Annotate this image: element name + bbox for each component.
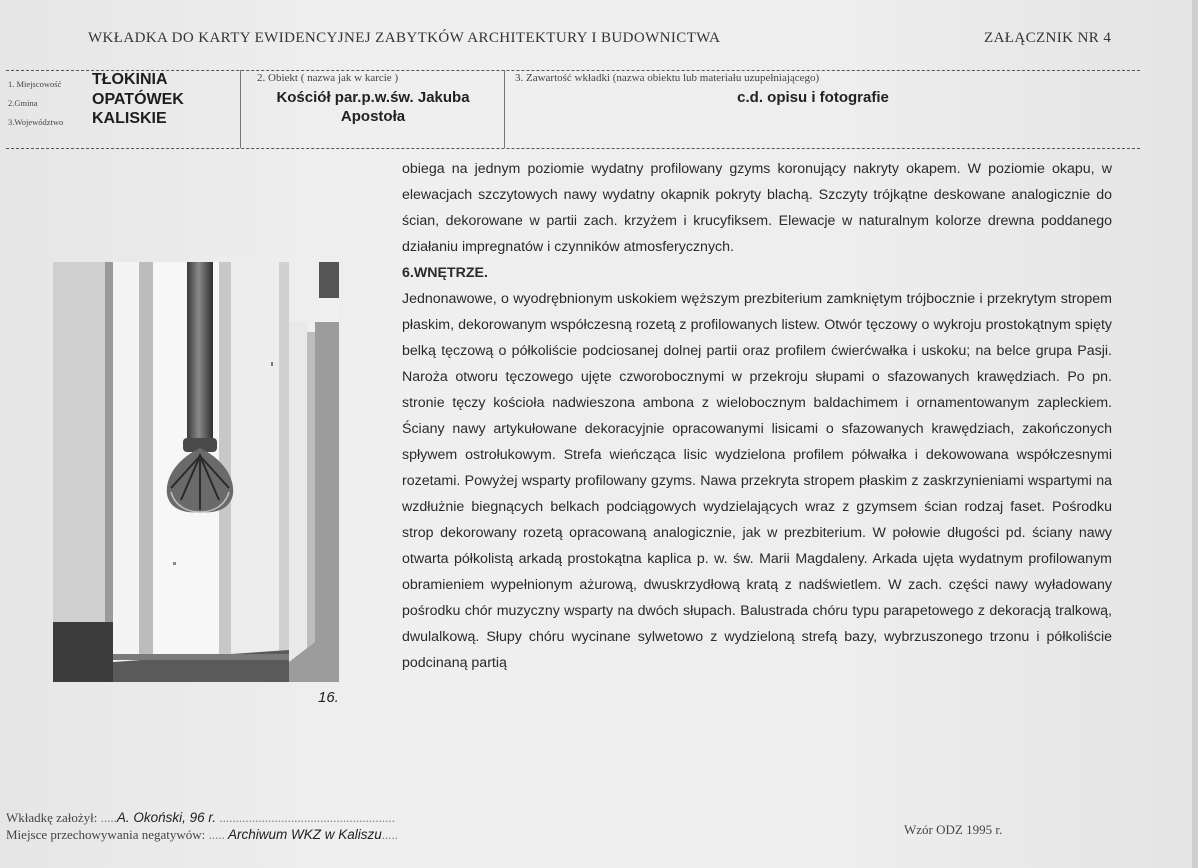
header-bottom-rule <box>6 148 1140 149</box>
object-name-line2: Apostoła <box>340 108 406 125</box>
church-interior-photo <box>53 262 339 682</box>
scan-edge <box>1192 0 1198 868</box>
description-text <box>402 156 1112 676</box>
contents-value: c.d. opisu i fotografie <box>737 89 889 106</box>
creator-value: A. Okoński, 96 r. <box>116 810 217 825</box>
commune-value: OPATÓWEK <box>92 91 184 108</box>
negatives-label: Miejsce przechowywania negatywów: <box>6 827 206 842</box>
voivodeship-label: 3.Województwo <box>8 117 64 127</box>
negatives-value: Archiwum WKZ w Kaliszu <box>228 827 382 842</box>
contents-label: 3. Zawartość wkładki (nazwa obiektu lub materiału uzupełniającego) <box>515 72 820 84</box>
voivodeship-value: KALISKIE <box>92 110 167 127</box>
description-paragraph-1: obiega na jednym poziomie wydatny profilowany gzyms koronujący nakryty okapem. W poziomie okapu, w elewacjach szczytowych nawy wydatny okapnik pokryty blachą. Szczyty trójkątne deskowane analogicznie do ścian, dekorowane w partii zach. krzyżem i krucyfiksem. Elewacje w naturalnym kolorze drewna poddanego działaniu impregnatów i czynników atmosferycznych. <box>402 161 1112 255</box>
description-paragraph-2: Jednonawowe, o wyodrębnionym uskokiem węższym prezbiterium zamkniętym trójbocznie i przekrytym stropem płaskim, dekorowanym współczesną rozetą z profilowanych listew. Otwór tęczowy o wykroju prostokątnym spięty belką tęczową o półkoliście podciosanej dolnej partii oraz profilem ćwierćwałka i uskoku; na belce grupa Pasji. Naroża otworu tęczowego ujęte czworobocznymi w przekroju słupami o sfazowanych krawędziach. Po pn. stronie tęczy kościoła nadwieszona ambona z wielobocznym baldachimem i ornamentowanym zapleckiem. Ściany nawy artykułowane dekoracyjnie opracowanymi lisicami o sfazowanych krawędziach, zakończonych spływem ostrołukowym. Strefa wieńcząca lisic wydzielona profilem półwałka i dekowowana współczesnymi rozetami. Powyżej wsparty profilowany gzyms. Nawa przekryta stropem płaskim z zaskrzynieniami wspartymi na wzdłużnie biegnących belkach podciągowych wydzielających wraz z gzymsem ścian rodzaj faset. Pośrodku strop dekorowany rozetą opracowaną analogicznie, jak w prezbiterium. W połowie długości pd. ściany nawy otwarta półkolistą arkadą prostokątna kaplica p. w. św. Marii Magdaleny. Arkada ujęta wydatnym profilowanym obramieniem wypełnionym ażurową, dwuskrzydłową kratą z nadświetlem. W zach. części nawy wyładowany pośrodku chór muzyczny wsparty na dwóch słupach. Balustrada chóru typu parapetowego z dekoracją tralkową, dwulalkową. Słupy chóru wycinane sylwetowo z wydzieloną strefą bazy, wybrzuszonego trzonu i półkoliście podcinaną partią <box>402 291 1112 671</box>
header-top-rule <box>6 70 1140 71</box>
negatives-line <box>6 827 398 843</box>
object-name-line1: Kościół par.p.w.św. Jakuba <box>276 89 470 106</box>
form-template-mark: Wzór ODZ 1995 r. <box>904 822 1003 837</box>
sheet-title: WKŁADKA DO KARTY EWIDENCYJNEJ ZABYTKÓW ARCHITEKTURY I BUDOWNICTWA <box>88 30 721 46</box>
commune-label: 2.Gmina <box>8 98 38 108</box>
place-value: TŁOKINIA <box>92 71 168 88</box>
creator-dots-left: ..... <box>100 810 117 825</box>
creator-line <box>6 810 395 826</box>
annex-number: ZAŁĄCZNIK NR 4 <box>984 30 1112 46</box>
creator-label: Wkładkę założył: <box>6 810 98 825</box>
creator-dots-right: ...................................................... <box>216 810 395 825</box>
negatives-dots-right: ..... <box>381 827 399 842</box>
section-heading-interior: 6.WNĘTRZE. <box>402 265 488 281</box>
object-label: 2. Obiekt ( nazwa jak w karcie ) <box>257 72 399 84</box>
negatives-dots-left: ..... <box>208 827 229 842</box>
photo-number: 16. <box>318 689 339 706</box>
place-label: 1. Miejscowość <box>8 79 62 89</box>
